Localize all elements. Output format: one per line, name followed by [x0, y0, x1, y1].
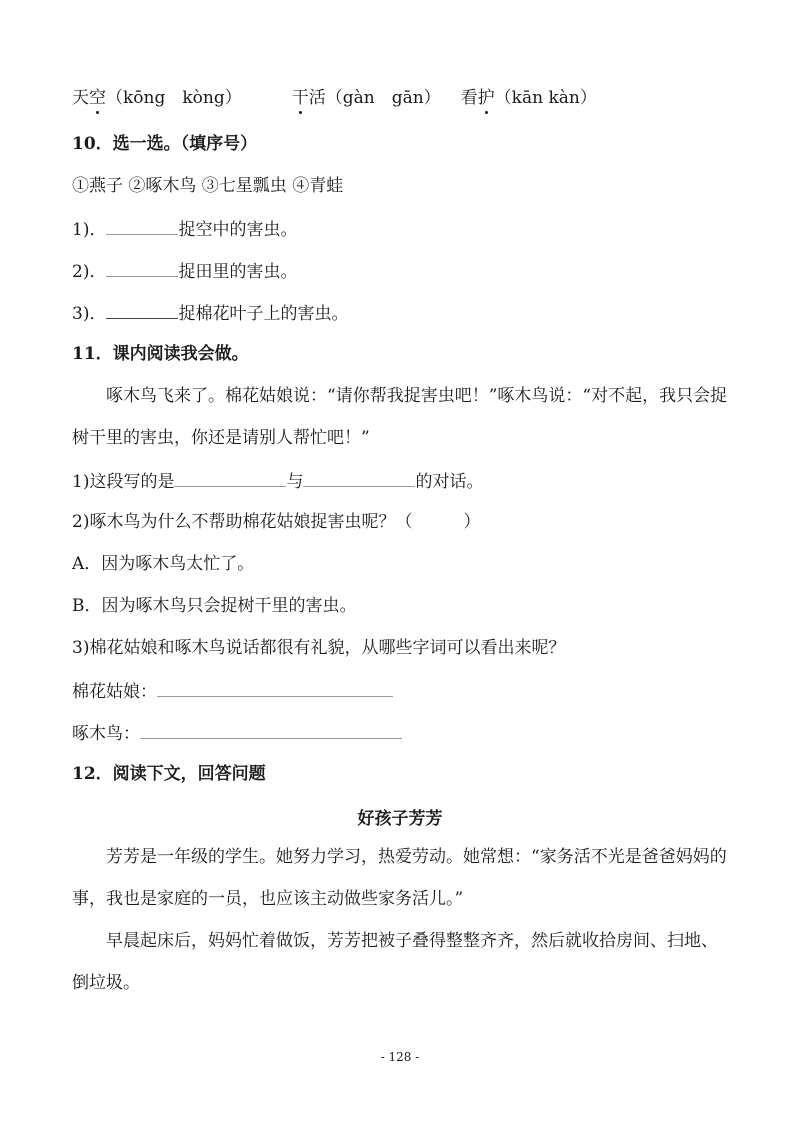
- q10-options: ①燕子 ②啄木鸟 ③七星瓢虫 ④青蛙: [72, 176, 344, 196]
- q11-heading: 11．课内阅读我会做。: [72, 344, 249, 364]
- answer-blank[interactable]: [106, 216, 178, 235]
- pinyin-choice: （gàn gān）: [325, 88, 441, 108]
- dotted-char: 干: [291, 88, 309, 108]
- q10-item-2: [72, 258, 297, 284]
- q12-paragraph-1: 芳芳是一年级的学生。她努力学习，热爱劳动。她常想：“家务活不光是爸爸妈妈的事，我也是家庭的一员，也应该主动做些家务活儿。”: [72, 847, 727, 909]
- item-number: 3)．: [72, 304, 107, 324]
- sub1-prefix: 1)这段写的是: [72, 472, 175, 492]
- answer-label: 棉花姑娘：: [72, 682, 157, 702]
- answer-blank[interactable]: [174, 468, 286, 487]
- q11-cotton-answer: [72, 678, 393, 704]
- q11-woodpecker-answer: [72, 720, 402, 746]
- char: 天: [72, 88, 89, 108]
- answer-blank[interactable]: [106, 300, 178, 319]
- q11-sub2: 2)啄木鸟为什么不帮助棉花姑娘捉害虫呢？（ ）: [72, 512, 481, 532]
- item-number: 1)．: [72, 220, 107, 240]
- item-text: 捉田里的害虫。: [178, 262, 298, 282]
- answer-label: 啄木鸟：: [72, 724, 140, 744]
- q10-item-3: [72, 300, 348, 326]
- q11-option-b: B．因为啄木鸟只会捉树干里的害虫。: [72, 596, 357, 616]
- dotted-char: 空: [89, 88, 106, 108]
- char: 活: [308, 88, 326, 108]
- char: 看: [460, 88, 478, 108]
- item-number: 2)．: [72, 262, 107, 282]
- sub1-suffix: 的对话。: [415, 472, 484, 492]
- item-text: 捉棉花叶子上的害虫。: [178, 304, 349, 324]
- page-number: - 128 -: [380, 1050, 420, 1064]
- answer-blank[interactable]: [140, 720, 402, 739]
- pinyin-item-2: [292, 88, 441, 108]
- item-text: 捉空中的害虫。: [178, 220, 298, 240]
- answer-blank[interactable]: [106, 258, 178, 277]
- q11-option-a: A．因为啄木鸟太忙了。: [72, 554, 255, 574]
- q11-sub1: [72, 468, 483, 494]
- pinyin-item-3: [461, 88, 597, 108]
- dotted-char: 护: [477, 88, 495, 108]
- q10-item-1: [72, 216, 297, 242]
- q10-heading: 10．选一选。（填序号）: [72, 134, 258, 154]
- pinyin-item-1: [72, 88, 242, 108]
- q12-heading: 12．阅读下文，回答问题: [72, 764, 266, 784]
- q11-sub3: 3)棉花姑娘和啄木鸟说话都很有礼貌，从哪些字词可以看出来呢？: [72, 638, 566, 658]
- q12-story-title: 好孩子芳芳: [357, 809, 443, 829]
- pinyin-choice: （kōng kòng）: [106, 88, 242, 108]
- q12-paragraph-2: 早晨起床后，妈妈忙着做饭，芳芳把被子叠得整整齐齐，然后就收拾房间、扫地、倒垃圾。: [72, 931, 718, 993]
- answer-blank[interactable]: [303, 468, 415, 487]
- pinyin-choice: （kān kàn）: [494, 88, 597, 108]
- sub1-mid: 与: [286, 472, 304, 492]
- answer-blank[interactable]: [157, 678, 393, 697]
- pinyin-row: [72, 86, 597, 110]
- q11-passage: 啄木鸟飞来了。棉花姑娘说：“请你帮我捉害虫吧！”啄木鸟说：“对不起，我只会捉树干里的害虫，你还是请别人帮忙吧！”: [72, 386, 728, 448]
